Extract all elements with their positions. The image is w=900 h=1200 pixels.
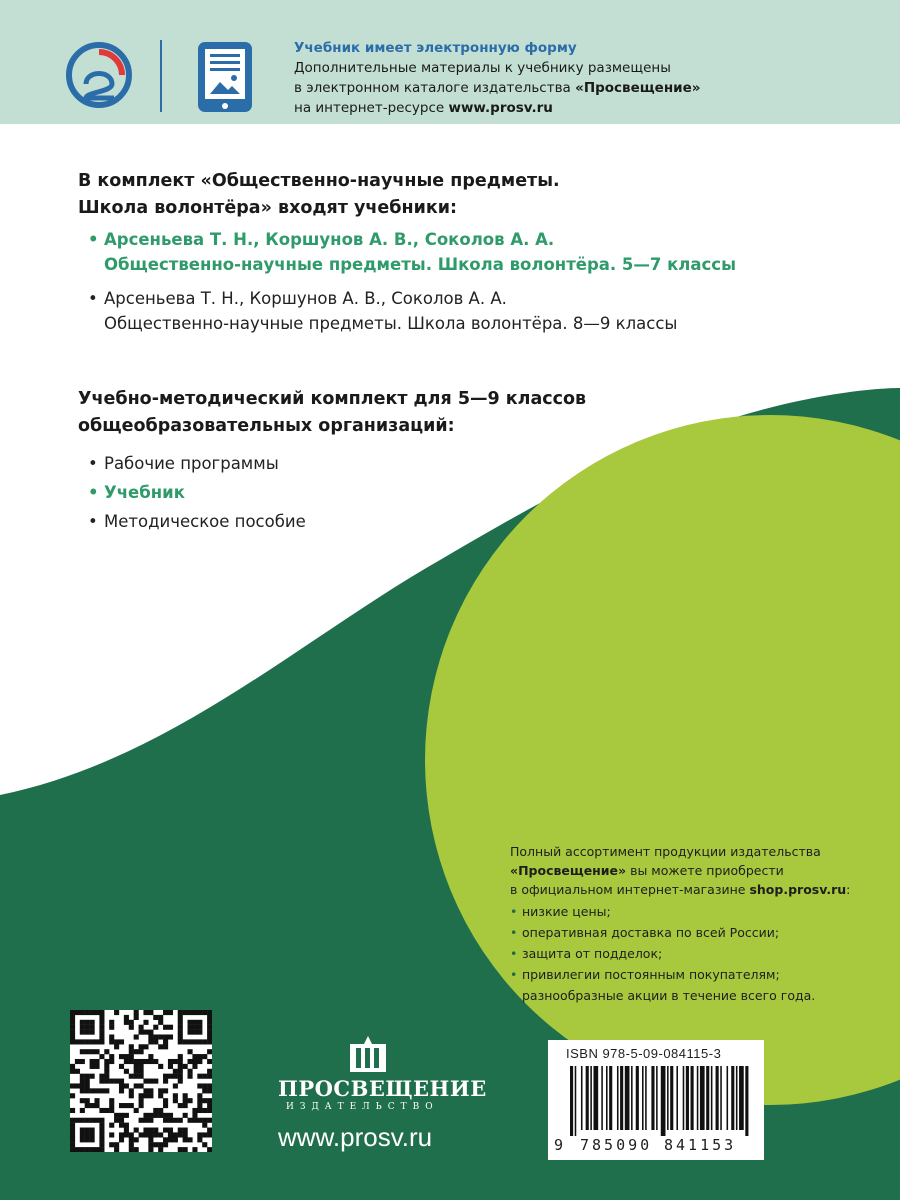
umk-heading: Учебно-методический комплект для 5—9 классов общеобразовательных организаций: xyxy=(78,389,587,436)
barcode-digits-right: 841153 xyxy=(664,1136,737,1154)
shop-benefits-list xyxy=(510,901,870,1006)
book-item-2 xyxy=(88,286,864,336)
kit-heading: В комплект «Общественно-научные предметы. Школа волонтёра» входят учебники: xyxy=(78,171,560,218)
book-1-authors: Арсеньева Т. Н., Коршунов А. В., Соколов А. А. xyxy=(104,230,555,249)
shop-info: Полный ассортимент продукции издательства «Просвещение» вы можете приобрести в официальном интернет-магазине shop.prosv.ru: • низкие цены; • оперативная доставка по всей России; • защита от подделок; • привилегии постоянным покупателям; • разнообразные акции в течение всего года. xyxy=(510,842,870,1006)
book-1-title: Общественно-научные предметы. Школа волонтёра. 5—7 классы xyxy=(104,255,737,274)
book-item-1 xyxy=(88,227,864,277)
barcode-digit-first: 9 xyxy=(554,1136,567,1154)
bullet-icon: • xyxy=(88,289,98,308)
publisher-logo-icon xyxy=(348,1036,388,1074)
header-title: Учебник имеет электронную форму xyxy=(294,40,577,56)
bullet-icon: • xyxy=(88,483,99,502)
list-item: • оперативная доставка по всей России; xyxy=(510,922,870,943)
publisher-site-link[interactable]: www.prosv.ru xyxy=(278,1122,433,1152)
header-text xyxy=(294,38,874,118)
bullet-icon: • xyxy=(88,512,98,531)
bullet-icon: • xyxy=(88,454,98,473)
umk-item-2: • Учебник xyxy=(104,480,185,505)
bullet-icon: • xyxy=(88,230,99,249)
publisher-subtitle: ИЗДАТЕЛЬСТВО xyxy=(286,1102,439,1112)
barcode-digits-left: 785090 xyxy=(580,1136,653,1154)
umk-item-3: • Методическое пособие xyxy=(104,509,306,534)
qr-code[interactable] xyxy=(70,1010,212,1152)
header-line-3: в электронном каталоге издательства «Просвещение» xyxy=(294,80,701,96)
isbn-barcode xyxy=(548,1040,764,1160)
header-line-4: на интернет-ресурсе www.prosv.ru xyxy=(294,100,553,116)
header-site-link[interactable]: www.prosv.ru xyxy=(448,100,553,116)
tablet-icon xyxy=(196,40,254,114)
header-divider xyxy=(160,40,162,112)
qr-code-icon xyxy=(70,1010,212,1152)
shop-link[interactable]: shop.prosv.ru xyxy=(749,882,847,897)
barcode-icon xyxy=(570,1066,750,1136)
list-item: • привилегии постоянным покупателям; xyxy=(510,964,870,985)
list-item: • разнообразные акции в течение всего года. xyxy=(510,985,870,1006)
publisher-name: ПРОСВЕЩЕНИЕ xyxy=(278,1076,487,1101)
list-item: • низкие цены; xyxy=(510,901,870,922)
list-item: • защита от подделок; xyxy=(510,943,870,964)
header-line-2: Дополнительные материалы к учебнику размещены xyxy=(294,60,671,76)
electronic-form-logo-icon xyxy=(64,40,134,110)
isbn-label: ISBN 978-5-09-084115-3 xyxy=(566,1046,722,1061)
umk-item-1: • Рабочие программы xyxy=(104,451,279,476)
book-2-title: Общественно-научные предметы. Школа волонтёра. 8—9 классы xyxy=(104,314,678,333)
book-2-authors: Арсеньева Т. Н., Коршунов А. В., Соколов А. А. xyxy=(104,289,507,308)
